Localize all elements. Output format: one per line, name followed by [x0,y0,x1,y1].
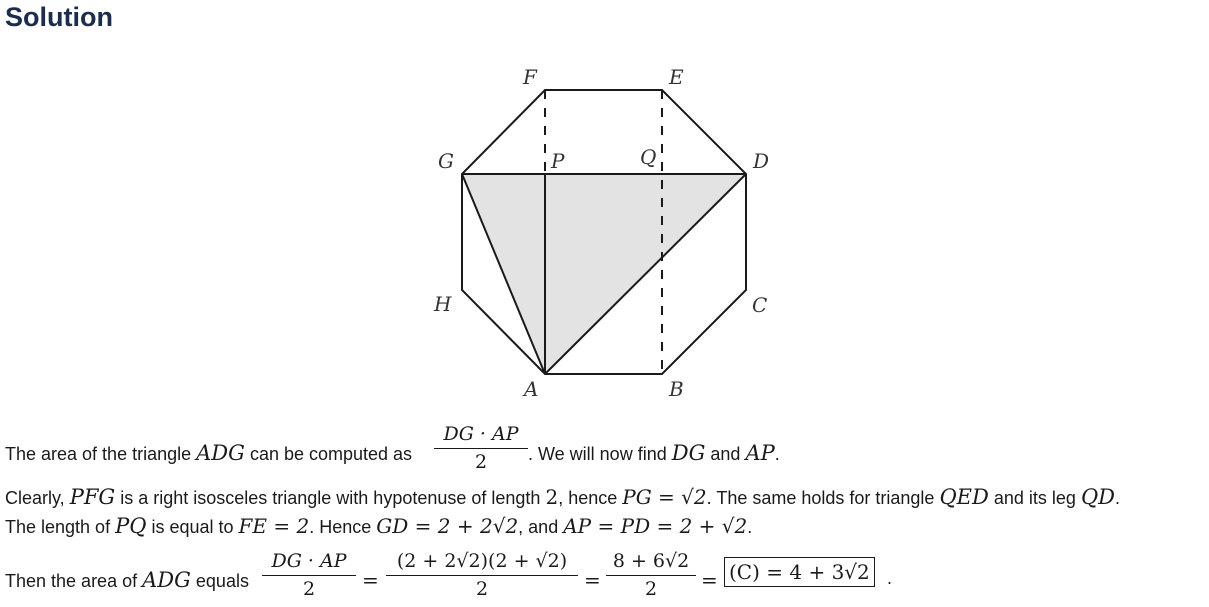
line1-fraction [434,423,528,473]
line3 [5,514,752,538]
solution-heading: Solution [5,2,113,32]
label-e: E [669,65,684,89]
line4-pre: Then the area of [5,571,138,591]
line2-t4: . The same holds for triangle [706,488,935,508]
line2-t3: , hence [558,488,618,508]
line1-dg: DG [671,441,706,465]
line4-f2-num: (2 + 2√2)(2 + √2) [396,550,568,572]
line2 [5,485,1120,509]
line1-frac-num: DG · AP [443,423,519,445]
line2-pfg: PFG [69,485,116,509]
label-p: P [551,149,565,173]
label-f: F [523,65,537,89]
line2-t5: and its leg [993,488,1076,508]
line4-eq-3: = [701,568,718,592]
line4-f2-den: 2 [475,578,489,600]
line4-eq-2: = [584,568,601,592]
line3-t1: The length of [5,517,111,537]
label-q: Q [640,145,657,169]
label-c: C [752,293,768,317]
line2-qed: QED [939,485,989,509]
line4-fraction-1 [262,550,356,600]
line4-fraction-2 [386,550,578,600]
line1-and: and [710,444,741,464]
line3-ap: AP = PD = 2 + √2 [563,514,748,538]
line4-f3-num: 8 + 6√2 [612,550,690,572]
line4-f3-den: 2 [644,578,658,600]
line1-ap: AP [745,441,775,465]
line4-text-a [5,568,249,592]
line1-pre: The area of the triangle [5,444,192,464]
label-a: A [524,377,539,401]
line1-frac-den: 2 [474,451,488,473]
line3-t3: . Hence [309,517,372,537]
line4-f1-num: DG · AP [271,550,347,572]
line2-t1: Clearly, [5,488,65,508]
label-d: D [753,149,770,173]
answer-box: (C) = 4 + 3√2 [724,557,875,587]
line4-tri: ADG [142,568,191,592]
line3-fe: FE = 2 [238,514,310,538]
line1-mid: can be computed as [249,444,413,464]
line1-text-a [5,441,412,465]
line2-t6: . [1115,488,1121,508]
line3-t4: , and [518,517,559,537]
line4-eq-1: = [362,568,379,592]
line1-end: . [774,444,780,464]
line3-pq: PQ [115,514,147,538]
label-h: H [434,292,452,316]
line4-f1-den: 2 [302,578,316,600]
line3-t2: is equal to [151,517,234,537]
line3-t5: . [747,517,753,537]
line4-fraction-3 [606,550,696,600]
line4-mid: equals [195,571,249,591]
line2-pg: PG = √2 [622,485,707,509]
line1-text-b [528,441,780,465]
shaded-triangle-adg [462,174,746,374]
label-g: G [438,149,454,173]
line2-two: 2 [545,485,559,509]
label-b: B [669,377,684,401]
line3-gd: GD = 2 + 2√2 [376,514,519,538]
line4-end: . [887,568,893,588]
line1-tri: ADG [196,441,245,465]
line1-post: . We will now find [528,444,667,464]
line2-qd: QD [1080,485,1115,509]
line2-t2: is a right isosceles triangle with hypotenuse of length [120,488,541,508]
